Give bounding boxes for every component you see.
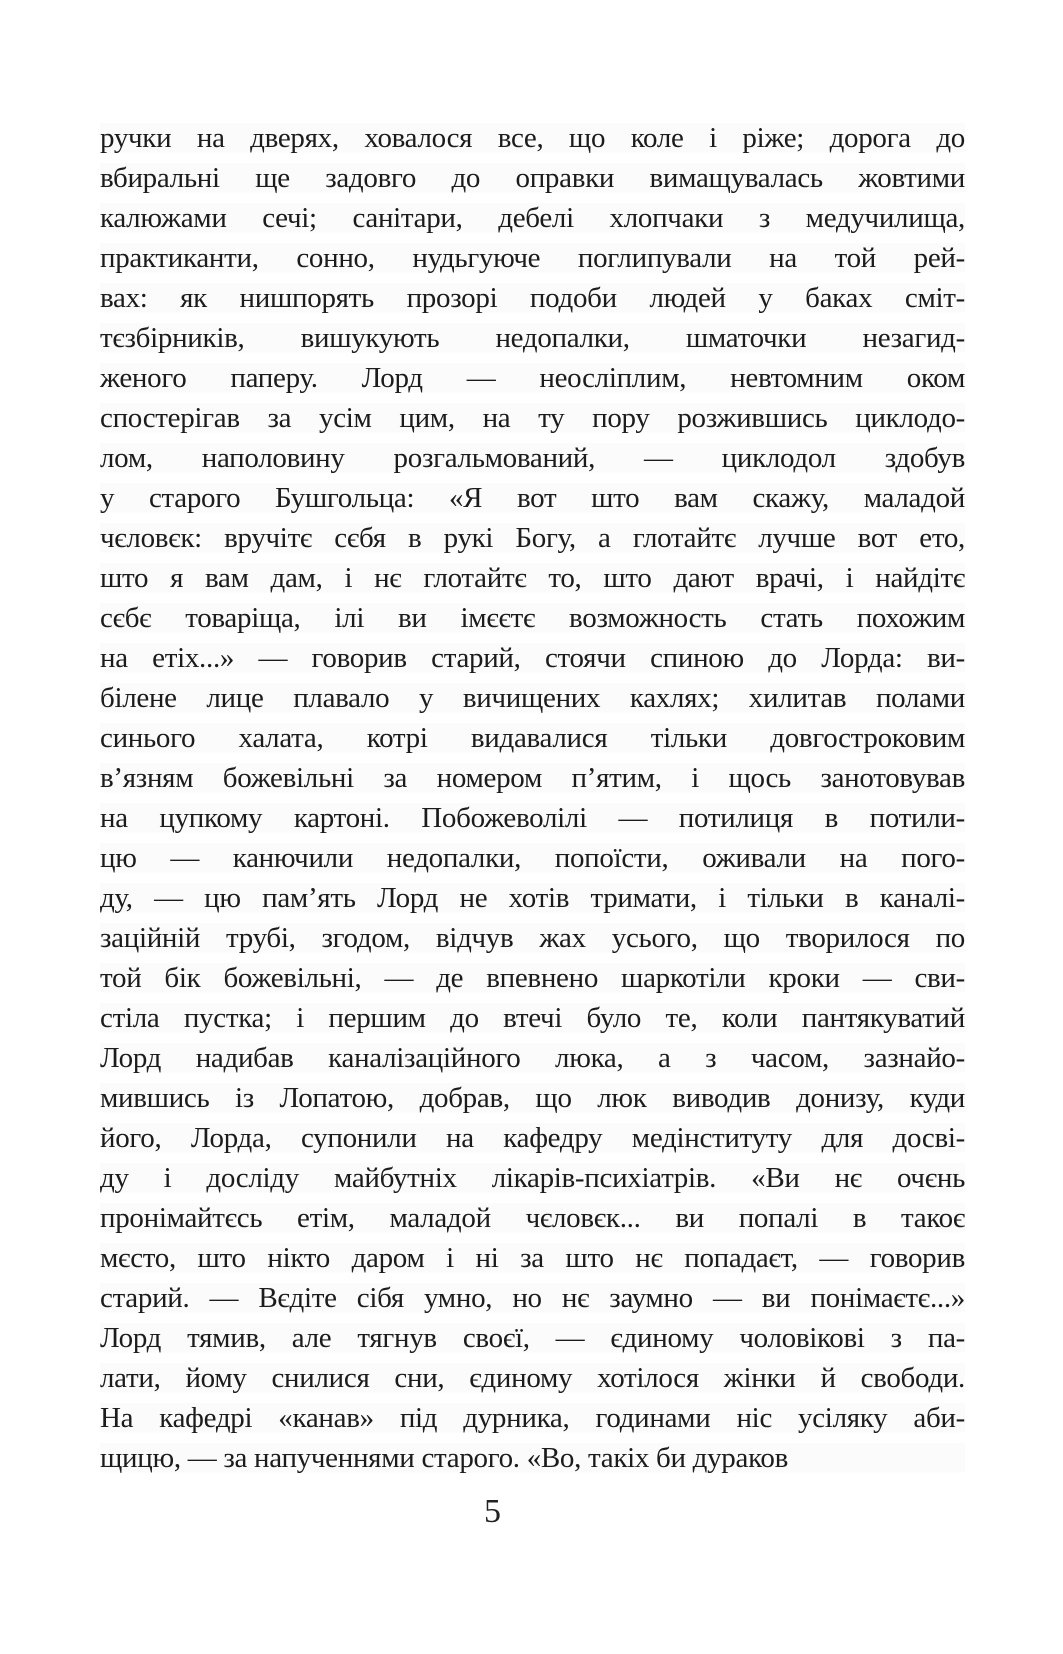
text-line: стіла пустка; і першим до втечі було те, коли пантякуватий [100,998,965,1038]
text-line: вах: як нишпорять прозорі подоби людей у баках сміт- [100,278,965,318]
text-line: пронімайтєсь етім, маладой чєловєк... ви попалі в такоє [100,1198,965,1238]
text-line: сєбє товаріща, ілі ви імєєтє возможность стать похожим [100,598,965,638]
text-line: Лорд надибав каналізаційного люка, а з часом, зазнайо- [100,1038,965,1078]
text-line: ду, — цю пам’ять Лорд не хотів тримати, і тільки в каналі- [100,878,965,918]
text-line: спостерігав за усім цим, на ту пору розжившись циклодо- [100,398,965,438]
text-line: той бік божевільні, — де впевнено шаркотіли кроки — сви- [100,958,965,998]
text-line: щицю, — за напученнями старого. «Во, такіх би дураков [100,1438,965,1478]
text-line: ручки на дверях, ховалося все, що коле і ріже; дорога до [100,118,965,158]
text-line: заційній трубі, згодом, відчув жах усього, що творилося по [100,918,965,958]
text-line: у старого Бушгольца: «Я вот што вам скажу, маладой [100,478,965,518]
text-line: цю — канючили недопалки, попоїсти, оживали на пого- [100,838,965,878]
text-line: старий. — Вєдіте сібя умно, но нє заумно — ви понімаєтє...» [100,1278,965,1318]
text-line: практиканти, сонно, нудьгуюче поглипували на той рей- [100,238,965,278]
text-line: мєсто, што нікто даром і ні за што нє попадаєт, — говорив [100,1238,965,1278]
text-line: в’язням божевільні за номером п’ятим, і щось занотовував [100,758,965,798]
text-line: Лорд тямив, але тягнув своєї, — єдиному чоловікові з па- [100,1318,965,1358]
text-line: На кафедрі «канав» під дурника, годинами ніс усіляку аби- [100,1398,965,1438]
text-line: на цупкому картоні. Побожеволілі — потилиця в потили- [100,798,965,838]
text-line: мившись із Лопатою, добрав, що люк виводив донизу, куди [100,1078,965,1118]
text-line: тєзбірників, вишукують недопалки, шматочки незагид- [100,318,965,358]
page-number: 5 [484,1493,501,1530]
text-line: што я вам дам, і нє глотайтє то, што дают врачі, і найдітє [100,558,965,598]
text-line: лом, наполовину розгальмований, — циклодол здобув [100,438,965,478]
text-line: калюжами сечі; санітари, дебелі хлопчаки з медучилища, [100,198,965,238]
text-line: синього халата, котрі видавалися тільки довгостроковим [100,718,965,758]
text-line: вбиральні ще задовго до оправки вимащувалась жовтими [100,158,965,198]
text-line: чєловєк: вручітє сєбя в рукі Богу, а глотайтє лучше вот ето, [100,518,965,558]
text-line: на етіх...» — говорив старий, стоячи спиною до Лорда: ви- [100,638,965,678]
text-line: лати, йому снилися сни, єдиному хотілося жінки й свободи. [100,1358,965,1398]
text-line: ду і досліду майбутніх лікарів-психіатрів. «Ви нє очєнь [100,1158,965,1198]
text-line: женого паперу. Лорд — неосліплим, невтомним оком [100,358,965,398]
text-line: білене лице плавало у вичищених кахлях; хилитав полами [100,678,965,718]
text-line: його, Лорда, супонили на кафедру медінституту для досві- [100,1118,965,1158]
text-block [100,118,965,1478]
